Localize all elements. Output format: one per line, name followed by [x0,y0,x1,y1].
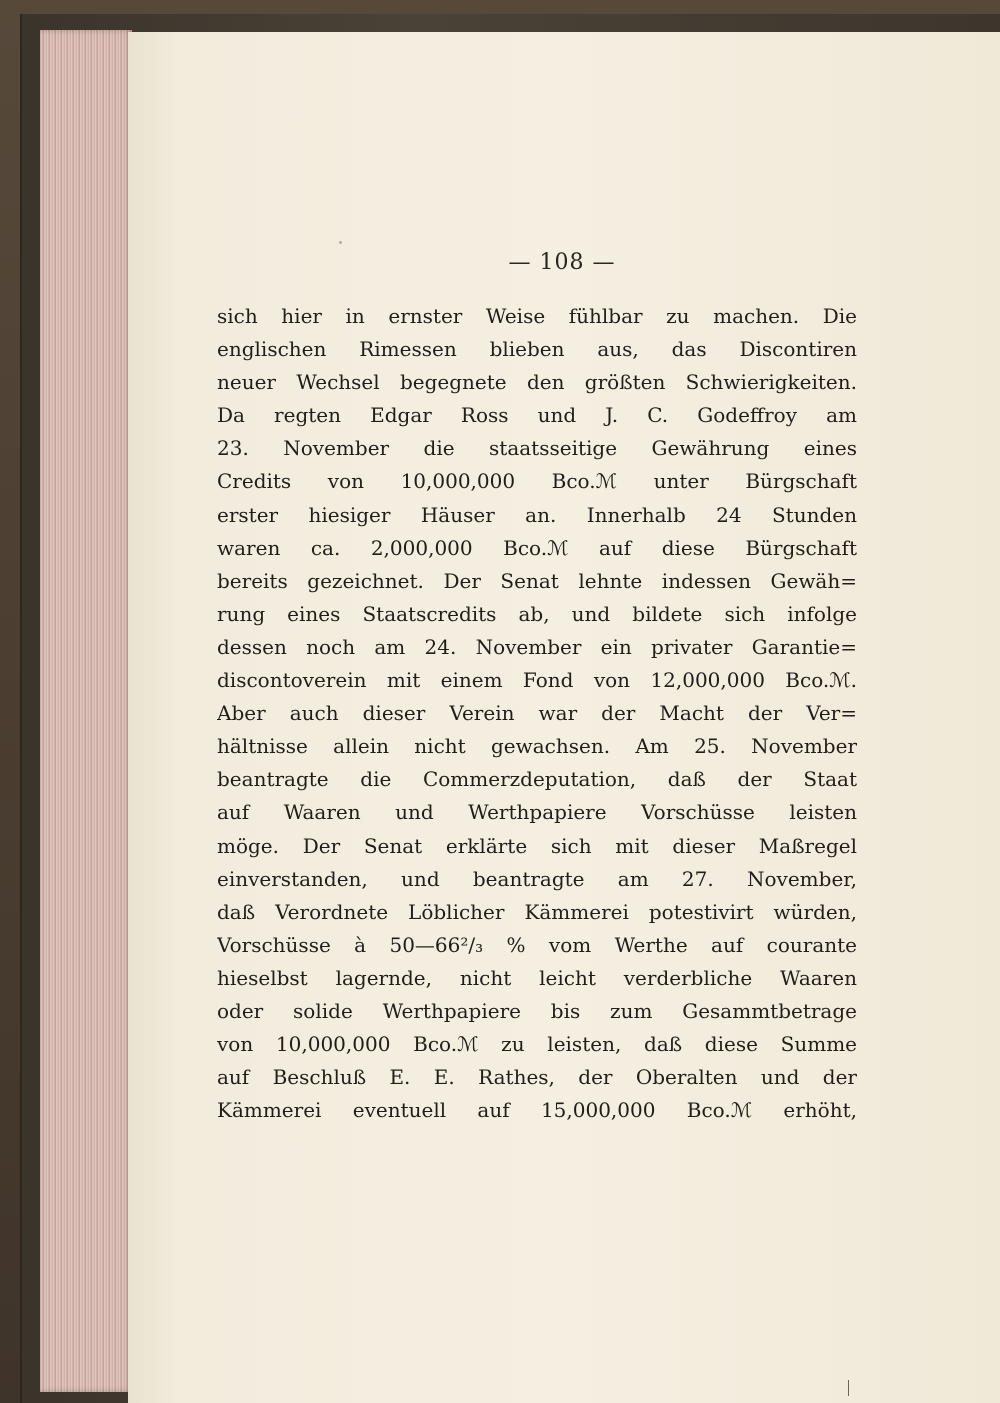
text-line: oder solide Werthpapiere bis zum Gesammtbetrage [217,998,857,1023]
text-line: hieselbst lagernde, nicht leicht verderbliche Waaren [217,965,857,990]
text-line: Aber auch dieser Verein war der Macht der Ver= [217,701,857,726]
text-line: Credits von 10,000,000 Bco.ℳ unter Bürgschaft [217,469,857,494]
text-line: Kämmerei eventuell auf 15,000,000 Bco.ℳ erhöht, [217,1098,857,1123]
text-line: von 10,000,000 Bco.ℳ zu leisten, daß diese Summe [217,1032,857,1057]
text-line: daß Verordnete Löblicher Kämmerei potestivirt würden, [217,899,857,924]
pencil-mark [848,1380,849,1396]
text-line: auf Waaren und Werthpapiere Vorschüsse leisten [217,800,857,825]
text-line: Da regten Edgar Ross und J. C. Godeffroy am [217,403,857,428]
text-line: möge. Der Senat erklärte sich mit dieser Maßregel [217,833,857,858]
text-line: Vorschüsse à 50—66²/₃ % vom Werthe auf courante [217,932,857,957]
text-line: discontoverein mit einem Fond von 12,000,000 Bco.ℳ. [217,668,857,693]
text-line: rung eines Staatscredits ab, und bildete sich infolge [217,601,857,626]
text-line: englischen Rimessen blieben aus, das Discontiren [217,337,857,362]
text-line: einverstanden, und beantragte am 27. November, [217,866,857,891]
text-line: hältnisse allein nicht gewachsen. Am 25. November [217,734,857,759]
body-text [217,300,857,1127]
text-line: auf Beschluß E. E. Rathes, der Oberalten und der [217,1065,857,1090]
text-line: waren ca. 2,000,000 Bco.ℳ auf diese Bürgschaft [217,535,857,560]
text-line: sich hier in ernster Weise fühlbar zu machen. Die [217,304,857,328]
page-number: — 108 — [508,250,616,275]
text-line: beantragte die Commerzdeputation, daß der Staat [217,767,857,792]
text-line: 23. November die staatsseitige Gewährung eines [217,436,857,461]
text-line: dessen noch am 24. November ein privater Garantie= [217,634,857,659]
text-line: erster hiesiger Häuser an. Innerhalb 24 Stunden [217,502,857,527]
page-edges [40,30,132,1392]
text-line: bereits gezeichnet. Der Senat lehnte indessen Gewäh= [217,568,857,593]
text-line: neuer Wechsel begegnete den größten Schwierigkeiten. [217,370,857,395]
page-speck [339,241,342,244]
